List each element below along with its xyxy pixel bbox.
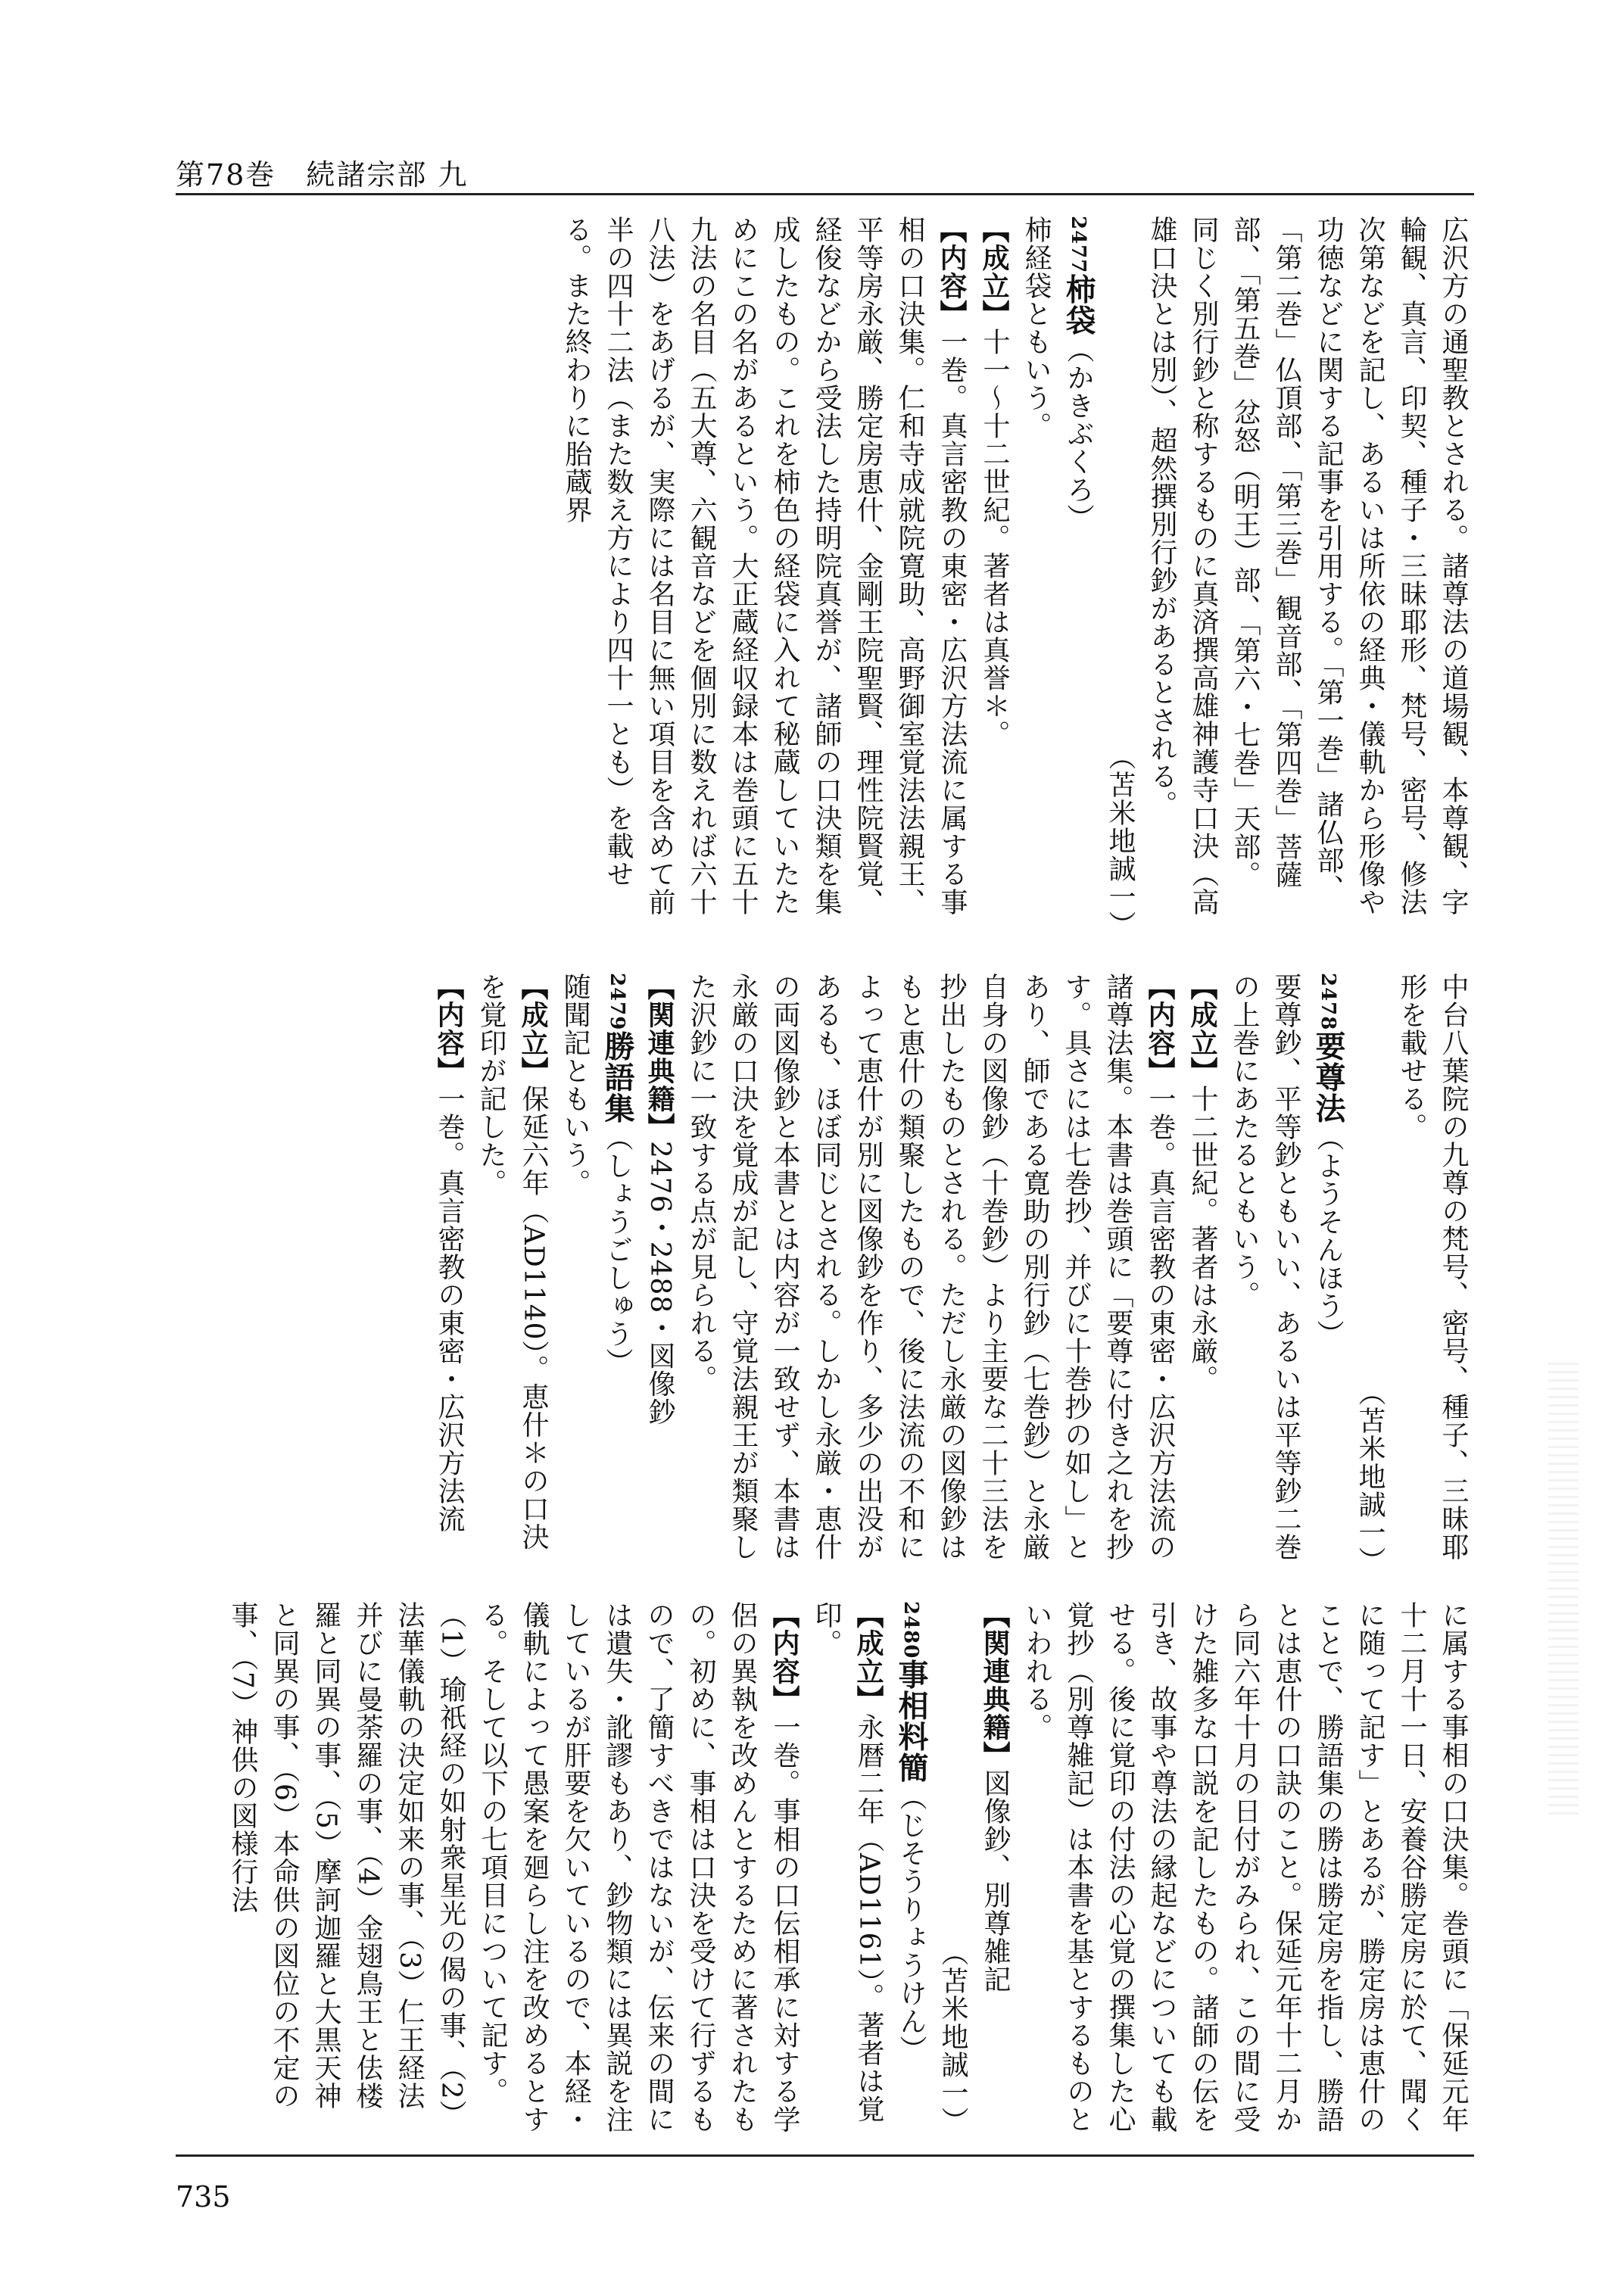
- paragraph: 同じく別行鈔と称するものに真済撰高雄神護寺口決（高雄口決とは別）、超然撰別行鈔があるとされる。: [1146, 216, 1219, 916]
- origin-text: 十一〜十二世紀。著者は真誉＊。: [979, 328, 1010, 748]
- origin-label: 【成立】: [517, 973, 549, 1085]
- signature: （苫米地誠一）: [1105, 743, 1136, 939]
- related-text: 2476・2488・図像鈔: [644, 1141, 675, 1426]
- origin-label: 【成立】: [978, 216, 1010, 328]
- entry-origin: [973, 216, 1015, 939]
- signature: （苫米地誠一）: [1354, 1379, 1386, 1575]
- content-label: 【内容】: [936, 216, 968, 328]
- entry-origin: [806, 1601, 890, 2135]
- paragraph: に属する事相の口決集。巻頭に「保延元年十二月十一日、安養谷勝定房に於て、聞くに随って記す」とあるが、勝定房は恵什のことで、勝語集の勝は勝定房を指し、勝語とは恵什の口訣のこと。保延元年十二月から同六年十月の日付がみられ、この間に受けた雑多な口説を記したもの。諸師の伝を引き、故事や尊法の縁起などについても載せる。後に覚印の付法の心覚の撰集した心覚抄（別尊雑記）は本書を基とするものといわれる。: [1021, 1601, 1469, 2133]
- entry-content: [222, 1601, 806, 2135]
- content-text: 一巻。真言密教の東密・広沢方法流に属する事相の口決集。仁和寺成就院寛助、高野御室覚法法親王、平等房永厳、勝定房恵什、金剛王院聖賢、理性院賢覚、経俊などから受法した持明院真誉が、諸師の口決類を集成したもの。これを柿色の経袋に入れて秘蔵していたためにこの名があるという。大正蔵経収録本は巻頭に五十九法の名目（五大尊、六観音などを個別に数えれば六十八法）をあげるが、実際には名目に無い項目を含めて前半の四十二法（また数え方により四十一とも）を載せる。また終わりに胎蔵界: [561, 216, 968, 916]
- headword: 事相料簡: [893, 1659, 929, 1784]
- entry-content: [556, 216, 973, 939]
- entry-related: [974, 1601, 1016, 2135]
- headword: 勝語集: [600, 1030, 635, 1124]
- entry-number: 2480: [899, 1601, 922, 1659]
- entry-origin: [1181, 973, 1223, 1575]
- text-column: [428, 973, 1474, 1575]
- headword: 要尊法: [1311, 1030, 1346, 1124]
- text-column: [556, 216, 1474, 939]
- related-label: 【関連典籍】: [979, 1601, 1011, 1769]
- entry-number: 2479: [606, 973, 628, 1031]
- alias: 随聞記ともいう。: [560, 973, 591, 1197]
- entry-origin: [470, 973, 554, 1575]
- entry-heading: [890, 1601, 932, 2135]
- content-text: 一巻。真言密教の東密・広沢方法流: [434, 1085, 465, 1533]
- volume-number: 第78巻: [176, 158, 276, 192]
- content-label: 【内容】: [768, 1601, 800, 1713]
- alias: 要尊鈔、平等鈔ともいい、あるいは平等鈔二巻の上巻にあたるともいう。: [1229, 973, 1301, 1561]
- text-band-top: [176, 216, 1474, 939]
- reading: （じそうりょうけん）: [896, 1783, 927, 2064]
- related-text: 図像鈔、別尊雑記: [980, 1769, 1011, 1993]
- entry-number: 2478: [1317, 973, 1339, 1031]
- related-label: 【関連典籍】: [644, 973, 675, 1141]
- entry-number: 2477: [1067, 216, 1089, 274]
- footer-rule: [176, 2154, 1474, 2157]
- content-text: 一巻。真言密教の東密・広沢方法流の諸尊法集。本書は巻頭に「要尊に付き之れを抄す。具さには七巻抄、并びに十巻抄の如し」とあり、師である寛助の別行鈔（七巻鈔）と永厳自身の図像鈔（十巻鈔）より主要な二十三法を抄出したものとされる。ただし永厳の図像鈔はもと恵什の類聚したもので、後に法流の不和によって恵什が別に図像鈔を作り、多少の出没があるも、ほぼ同じとされる。しかし永厳・恵什の両図像鈔と本書とは内容が一致せず、本書は永厳の口決を覚成が記し、守覚法親王が類聚した沢鈔に一致する点が見られる。: [686, 973, 1176, 1561]
- header-rule: [176, 193, 1474, 195]
- origin-text: 永暦二年（AD1161）。著者は覚印。: [811, 1601, 884, 2123]
- text-band-bottom: [176, 1601, 1474, 2135]
- scan-noise: [1548, 1363, 1579, 1817]
- entry-heading: [596, 973, 638, 1575]
- entry-heading: [1057, 216, 1099, 939]
- entry-related: [638, 973, 681, 1575]
- text-column: [222, 1601, 1474, 2135]
- reading: （しょうごしゅう）: [602, 1123, 633, 1376]
- paragraph: 中台八葉院の九尊の梵号、密号、種子、三昧耶形を載せる。: [1396, 973, 1469, 1561]
- page-number: 735: [176, 2180, 231, 2214]
- content-text: 一巻。事相の口伝相承に対する学侶の異執を改めんとするために著されたもの。初めに、事相は口決を受けて行ずるもので、了簡すべきではないが、伝来の間には遺失・訛謬もあり、鈔物類には異説を注しているが肝要を欠いているので、本経・儀軌によって愚案を廻らし注を改めるとする。そして以下の七項目について記す。（1）瑜祇経の如射衆星光の偈の事、（2）法華儀軌の決定如来の事、（3）仁王経法并びに曼荼羅の事、（4）金翅鳥王と佉楼羅と同異の事、（5）摩訶迦羅と大黒天神と同異の事、（6）本命供の図位の不定の事、（7）神供の図様行法: [227, 1601, 800, 2133]
- running-head: [176, 151, 468, 193]
- entry-content: [681, 973, 1181, 1575]
- signature: （苫米地誠一）: [937, 1939, 968, 2135]
- entry-content: [428, 973, 470, 1575]
- reading: （ようそんほう）: [1313, 1123, 1344, 1348]
- origin-text: 十二世紀。著者は永厳。: [1187, 1085, 1218, 1393]
- origin-label: 【成立】: [1186, 973, 1218, 1085]
- headword: 柿袋: [1061, 273, 1096, 336]
- paragraph: 広沢方の通聖教とされる。諸尊法の道場観、本尊観、字輪観、真言、印契、種子・三昧耶形、梵号、密号、修法次第などを記し、あるいは所依の経典・儀軌から形像や功徳などに関する記事を引用する。「第一巻」諸仏部、「第二巻」仏頂部、「第三巻」観音部、「第四巻」菩薩部、「第五巻」忿怒（明王）部、「第六・七巻」天部。: [1230, 216, 1469, 916]
- alias: 柿経袋ともいう。: [1021, 216, 1052, 440]
- content-label: 【内容】: [1144, 973, 1176, 1085]
- reading: （かきぶくろ）: [1063, 335, 1094, 532]
- content-label: 【内容】: [433, 973, 465, 1085]
- origin-label: 【成立】: [853, 1601, 884, 1713]
- text-band-middle: [176, 973, 1474, 1575]
- origin-text: 保延六年（AD1140）。恵什＊の口決を覚印が記した。: [475, 973, 549, 1551]
- division-title: 続諸宗部 九: [306, 158, 469, 192]
- entry-heading: [1307, 973, 1349, 1575]
